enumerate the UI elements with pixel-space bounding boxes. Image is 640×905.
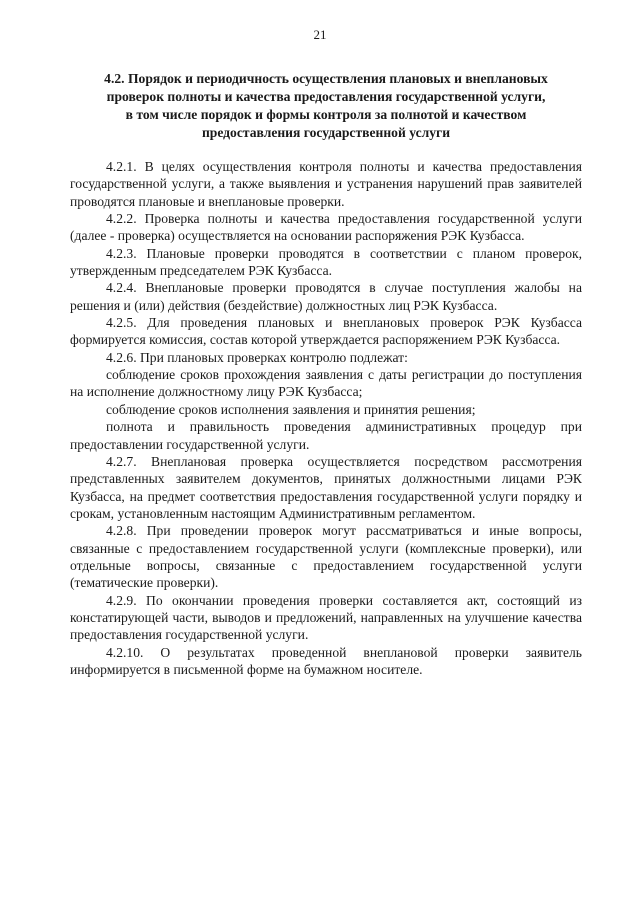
document-body: [70, 158, 582, 678]
heading-line: в том числе порядок и формы контроля за полнотой и качеством: [125, 107, 527, 122]
paragraph-4-2-1: 4.2.1. В целях осуществления контроля полноты и качества предоставления государственной услуги, а также выявления и устранения нарушений прав заявителей проводятся плановые и внеплановые проверки.: [70, 159, 582, 209]
heading-line: проверок полноты и качества предоставления государственной услуги,: [106, 89, 546, 104]
paragraph-4-2-3: 4.2.3. Плановые проверки проводятся в соответствии с планом проверок, утвержденным председателем РЭК Кузбасса.: [70, 245, 582, 279]
paragraph-4-2-6-item-3: полнота и правильность проведения административных процедур при предоставлении государственной услуги.: [70, 419, 582, 452]
paragraph-4-2-8: 4.2.8. При проведении проверок могут рассматриваться и иные вопросы, связанные с предоставлением государственной услуги (комплексные проверки), или отдельные вопросы, связанные с предоставлением государственной услуги (тематические проверки).: [70, 523, 582, 591]
section-heading: [70, 70, 582, 142]
paragraph-4-2-5: 4.2.5. Для проведения плановых и внеплановых проверок РЭК Кузбасса формируется комиссия, состав которой утверждается распоряжением РЭК Кузбасса.: [70, 315, 582, 348]
page-number: 21: [313, 27, 327, 42]
paragraph-4-2-9: 4.2.9. По окончании проведения проверки составляется акт, состоящий из констатирующей части, выводов и предложений, направленных на улучшение качества предоставления государственной услуги.: [70, 592, 582, 643]
paragraph-4-2-6-item-1: соблюдение сроков прохождения заявления с даты регистрации до поступления на исполнение должностному лицу РЭК Кузбасса;: [70, 367, 582, 400]
paragraph-4-2-7: 4.2.7. Внеплановая проверка осуществляется посредством рассмотрения представленных заявителем документов, принятых должностными лицами РЭК Кузбасса, на предмет соответствия предоставления государственной услуги порядку и срокам, установленным настоящим Административным регламентом.: [70, 453, 582, 521]
paragraph-4-2-10: 4.2.10. О результатах проведенной внеплановой проверки заявитель информируется в письменной форме на бумажном носителе.: [70, 644, 582, 677]
paragraph-4-2-6-item-2: соблюдение сроков исполнения заявления и принятия решения;: [106, 401, 476, 417]
heading-line: предоставления государственной услуги: [201, 125, 451, 140]
paragraph-4-2-6: 4.2.6. При плановых проверках контролю подлежат:: [106, 349, 408, 365]
paragraph-4-2-4: 4.2.4. Внеплановые проверки проводятся в случае поступления жалобы на решения и (или) действия (бездействие) должностных лиц РЭК Кузбасса.: [70, 280, 582, 313]
heading-line: 4.2. Порядок и периодичность осуществления плановых и внеплановых: [104, 71, 548, 86]
paragraph-4-2-2: 4.2.2. Проверка полноты и качества предоставления государственной услуги (далее - проверка) осуществляется на основании распоряжения РЭК Кузбасса.: [70, 211, 582, 244]
